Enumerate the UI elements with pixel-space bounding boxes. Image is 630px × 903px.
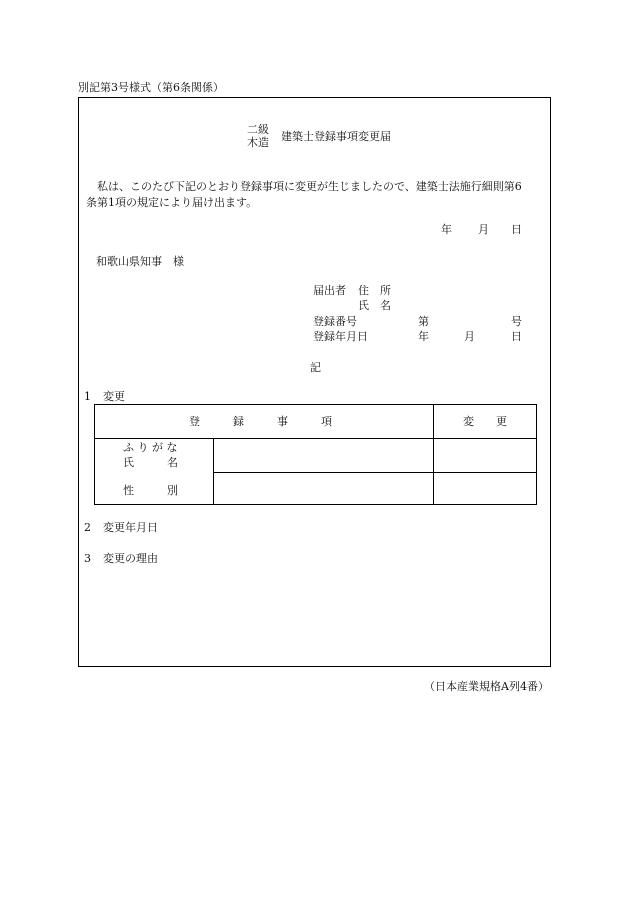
cell-gender-change[interactable] xyxy=(435,474,535,504)
registration-number-label: 登録番号 xyxy=(313,315,357,328)
statement-text: 私は、このたび下記のとおり登録事項に変更が生じましたので、建築士法施行細則第6条第1項の規定により届け出ます。 xyxy=(86,180,522,209)
address-label: 住 所 xyxy=(358,284,391,297)
section-2-number: 2 xyxy=(84,521,91,534)
name-label: 氏 名 xyxy=(358,299,391,312)
row-furigana-label: ふ り が な xyxy=(123,441,178,454)
table-header-items: 登 録 事 項 xyxy=(189,415,332,428)
registration-date-year: 年 xyxy=(418,330,429,343)
qualification-category xyxy=(246,123,270,149)
registration-number-suffix: 号 xyxy=(511,315,522,328)
category-line-2: 木造 xyxy=(247,136,269,149)
change-table xyxy=(94,404,537,505)
table-change-column-divider xyxy=(433,405,434,504)
table-header-change: 変 更 xyxy=(463,415,507,428)
form-title: 建築士登録事項変更届 xyxy=(281,130,391,143)
section-3-heading: 変更の理由 xyxy=(103,552,158,565)
section-1-heading: 変更 xyxy=(103,390,125,403)
date-day: 日 xyxy=(511,223,522,236)
form-header-label: 別記第3号様式（第6条関係） xyxy=(78,81,224,94)
category-line-1: 二級 xyxy=(247,123,269,136)
addressee: 和歌山県知事 様 xyxy=(96,255,184,268)
date-month: 月 xyxy=(478,223,489,236)
date-year: 年 xyxy=(441,223,452,236)
cell-name-change[interactable] xyxy=(435,440,535,470)
cell-name-value[interactable] xyxy=(215,440,431,470)
section-3-number: 3 xyxy=(84,552,91,565)
section-1-number: 1 xyxy=(84,390,91,403)
cell-gender-value[interactable] xyxy=(215,474,431,504)
ki-marker: 記 xyxy=(310,361,321,374)
table-row-divider xyxy=(213,472,536,473)
section-2-heading: 変更年月日 xyxy=(103,521,158,534)
row-gender-label: 性 別 xyxy=(123,484,178,497)
registration-date-day: 日 xyxy=(511,330,522,343)
table-label-column-divider xyxy=(213,438,214,504)
row-name-label: 氏 名 xyxy=(123,456,178,469)
applicant-label: 届出者 xyxy=(313,284,346,297)
registration-date-label: 登録年月日 xyxy=(313,330,368,343)
registration-date-month: 月 xyxy=(464,330,475,343)
table-header-divider xyxy=(95,438,536,439)
registration-number-prefix: 第 xyxy=(418,315,429,328)
paper-size-note: （日本産業規格A列4番） xyxy=(424,680,549,693)
